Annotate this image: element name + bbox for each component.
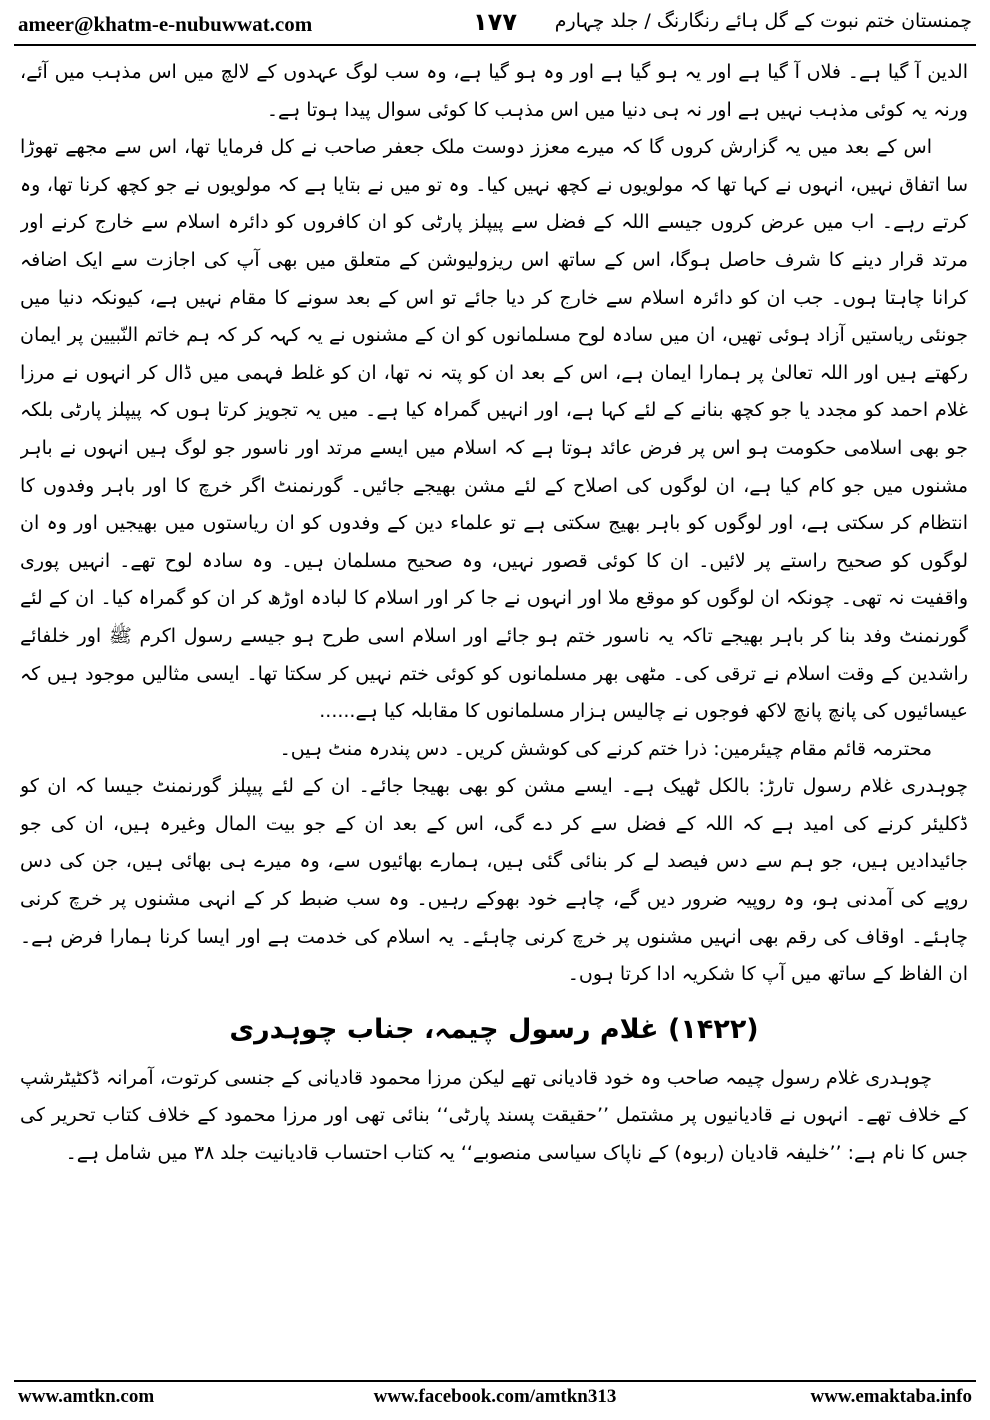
paragraph: اس کے بعد میں یہ گزارش کروں گا کہ میرے معزز دوست ملک جعفر صاحب نے کل فرمایا تھا، اس سے مجھے تھوڑا سا اتفاق نہیں، انہوں نے کہا تھا کہ مولویوں نے کچھ نہیں کیا۔ وہ تو میں نے بتایا ہے کہ مولویوں نے جو کچھ کرنا تھا، وہ کرتے رہے۔ اب میں عرض کروں جیسے اللہ کے فضل سے پیپلز پارٹی کو ان کافروں کو دائرہ اسلام سے خارج کرنے اور مرتد قرار دینے کا شرف حاصل ہوگا، اس کے ساتھ اس ریزولیوشن کے متعلق میں بھی آپ کی اجازت سے ایک اضافہ کرانا چاہتا ہوں۔ جب ان کو دائرہ اسلام سے خارج کر دیا جائے تو اس کے بعد سونے کا مقام نہیں ہے، کیونکہ دنیا میں جونئی ریاستیں آزاد ہوئی تھیں، ان میں سادہ لوح مسلمانوں کو ان کے مشنوں نے یہ کہہ کر کہ ہم خاتم النّبیین پر ایمان رکھتے ہیں اور اللہ تعالیٰ پر ہمارا ایمان ہے، اس کے بعد ان کو پتہ نہ تھا، ان کو غلط فہمی میں ڈال کر انہوں نے مرزا غلام احمد کو مجدد یا جو کچھ بنانے کے لئے کہا ہے، اور انہیں گمراہ کیا ہے۔ میں یہ تجویز کرتا ہوں کہ پیپلز پارٹی بلکہ جو بھی اسلامی حکومت ہو اس پر فرض عائد ہوتا ہے کہ اسلام میں ایسے مرتد اور ناسور جو لوگ ہیں انہوں نے باہر مشنوں میں جو کام کیا ہے، ان لوگوں کی اصلاح کے لئے مشن بھیجے جائیں۔ گورنمنٹ اگر خرچ کا اور باہر وفدوں کا انتظام کر سکتی ہے، اور لوگوں کو باہر بھیج سکتی ہے تو علماء دین کے وفدوں کو ان ریاستوں میں بھیجیں اور وہ ان لوگوں کو صحیح راستے پر لائیں۔ ان کا کوئی قصور نہیں، وہ صحیح مسلمان ہیں۔ وہ سادہ لوح تھے۔ انہیں پوری واقفیت نہ تھی۔ چونکہ ان لوگوں کو موقع ملا اور انہوں نے جا کر اور اسلام کا لبادہ اوڑھ کر ان کو گمراہ کیا۔ ان کے لئے گورنمنٹ وفد بنا کر باہر بھیجے تاکہ یہ ناسور ختم ہو جائے اور اسلام اسی طرح ہو جیسے رسول اکرم ﷺ اور خلفائے راشدین کے وقت اسلام نے ترقی کی۔ مٹھی بھر مسلمانوں کو کوئی ختم نہیں کر سکتا تھا۔ ایسی مثالیں موجود ہیں کہ عیسائیوں کی پانچ پانچ لاکھ فوجوں نے چالیس ہزار مسلمانوں کا مقابلہ کیا ہے...... — [20, 136, 968, 723]
footer-link-facebook[interactable]: www.facebook.com/amtkn313 — [373, 1386, 617, 1407]
book-title: چمنستان ختم نبوت کے گل ہائے رنگارنگ / جلد چہارم — [554, 10, 972, 32]
footer-link-emaktaba[interactable]: www.emaktaba.info — [810, 1386, 972, 1407]
paragraph: الدین آ گیا ہے۔ فلاں آ گیا ہے اور یہ ہو گیا ہے اور وہ ہو گیا ہے، وہ سب لوگ عہدوں کے لالچ میں اس مذہب میں آئے، ورنہ یہ کوئی مذہب نہیں ہے اور نہ ہی دنیا میں اس مذہب کا کوئی سوال پیدا ہوتا ہے۔ — [20, 61, 968, 121]
paragraph: چوہدری غلام رسول تارڑ: بالکل ٹھیک ہے۔ ایسے مشن کو بھی بھیجا جائے۔ ان کے لئے پیپلز گورنمنٹ جیسا کہ ان کو ڈکلیئر کرنے کی امید ہے کہ اللہ کے فضل سے کر دے گی، اس کے بعد ان کے جو بیت المال وغیرہ ہیں، ان کی جو جائیدادیں ہیں، جو ہم سے دس فیصد لے کر بنائی گئی ہیں، ہمارے بھائیوں سے، وہ میرے ہی بھائی ہیں، جن کی دس روپے کی آمدنی ہو، وہ روپیہ ضرور دیں گے، چاہے خود بھوکے رہیں۔ وہ سب ضبط کر کے انہی مشنوں پر خرچ کرنی چاہئے۔ اوقاف کی رقم بھی انہیں مشنوں پر خرچ کرنی چاہئے۔ یہ اسلام کی خدمت ہے اور ایسا کرنا ہمارا فرض ہے۔ ان الفاظ کے ساتھ میں آپ کا شکریہ ادا کرتا ہوں۔ — [20, 775, 968, 986]
page-header — [18, 6, 972, 40]
paragraph: محترمہ قائم مقام چیئرمین: ذرا ختم کرنے کی کوشش کریں۔ دس پندرہ منٹ ہیں۔ — [279, 737, 932, 760]
footer-divider — [14, 1380, 976, 1382]
header-divider — [14, 44, 976, 46]
section-paragraph: چوہدری غلام رسول چیمہ صاحب وہ خود قادیانی تھے لیکن مرزا محمود قادیانی کے جنسی کرتوت، آمرانہ ڈکٹیٹرشپ کے خلاف تھے۔ انہوں نے قادیانیوں پر مشتمل ’’حقیقت پسند پارٹی‘‘ بنائی تھی اور مرزا محمود کے خلاف کتاب تحریر کی جس کا نام ہے: ’’خلیفہ قادیان (ربوہ) کے ناپاک سیاسی منصوبے‘‘ یہ کتاب احتساب قادیانیت جلد ۳۸ میں شامل ہے۔ — [20, 1066, 968, 1165]
header-email[interactable]: ameer@khatm-e-nubuwwat.com — [18, 12, 313, 36]
section-heading: (۱۴۲۲) غلام رسول چیمہ، جناب چوہدری — [229, 1013, 759, 1045]
page-body — [20, 54, 968, 1372]
page-footer — [18, 1386, 972, 1412]
footer-link-amtkn[interactable]: www.amtkn.com — [18, 1386, 155, 1407]
page-number: ۱۷۷ — [473, 8, 517, 36]
